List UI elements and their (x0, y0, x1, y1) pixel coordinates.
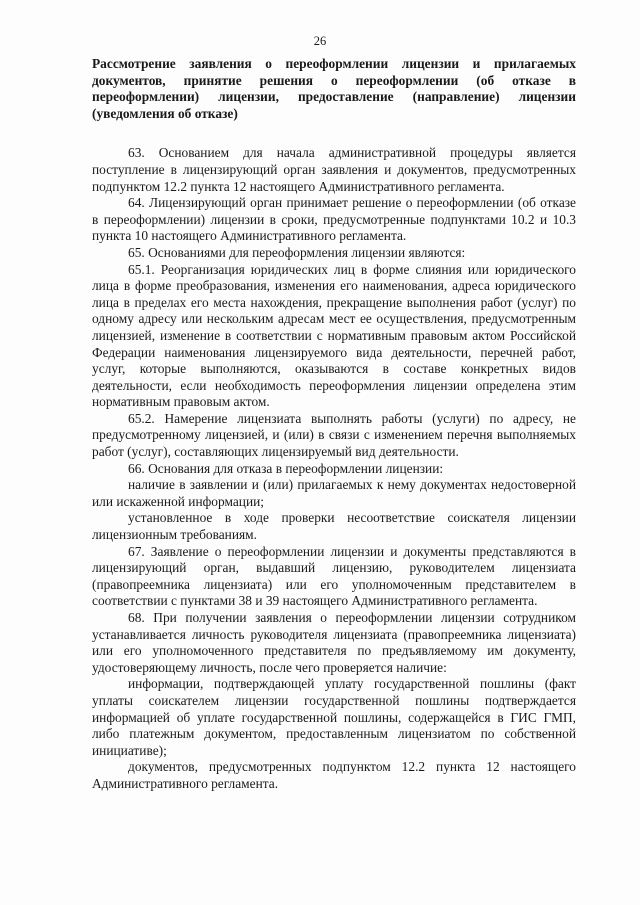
paragraph-64: 64. Лицензирующий орган принимает решение о переоформлении (об отказе в переоформлении) лицензии в сроки, предусмотренные подпунктами 10.2 и 10.3 пункта 10 настоящего Административного регламента. (92, 195, 576, 244)
document-body (92, 56, 576, 793)
paragraph-68: 68. При получении заявления о переоформлении лицензии сотрудником устанавливается личность руководителя лицензиата (правопреемника лицензиата) или его уполномоченного представителя по предъявляемому им документу, удостоверяющему личность, после чего проверяется наличие: (92, 610, 576, 675)
section-heading: Рассмотрение заявления о переоформлении лицензии и прилагаемых документов, принятие решения о переоформлении (об отказе в переоформлении) лицензии, предоставление (направление) лицензии (уведомления об отказе) (92, 56, 576, 121)
paragraph-65: 65. Основаниями для переоформления лицензии являются: (128, 244, 466, 260)
paragraph-68-item-1: информации, подтверждающей уплату государственной пошлины (факт уплаты соискателем лицензии государственной пошлины подтверждается информацией об уплате государственной пошлины, содержащейся в ГИС ГМП, либо платежным документом, предоставленным лицензиатом по собственной инициативе); (92, 676, 576, 758)
paragraph-65-1: 65.1. Реорганизация юридических лиц в форме слияния или юридического лица в форме преобразования, изменения его наименования, адреса юридического лица в пределах его места нахождения, прекращение выполнения работ (услуг) по одному адресу или нескольким адресам мест ее осуществления, предусмотренным лицензией, изменение в соответствии с нормативным правовым актом Российской Федерации наименования лицензируемого вида деятельности, перечней работ, услуг, которые выполняются, оказываются в составе конкретных видов деятельности, если необходимость переоформления лицензии определена этим нормативным правовым актом. (92, 261, 576, 410)
paragraph-67: 67. Заявление о переоформлении лицензии и документы представляются в лицензирующий орган, выдавший лицензию, руководителем лицензиата (правопреемника лицензиата) или его уполномоченным представителем в соответствии с пунктами 38 и 39 настоящего Административного регламента. (92, 543, 576, 609)
paragraph-66-item-1: наличие в заявлении и (или) прилагаемых к нему документах недостоверной или искаженной информации; (92, 477, 576, 509)
page-number: 26 (313, 34, 327, 48)
paragraph-66: 66. Основания для отказа в переоформлении лицензии: (128, 460, 444, 476)
paragraph-66-item-2: установленное в ходе проверки несоответствие соискателя лицензии лицензионным требованиям. (92, 510, 576, 543)
paragraph-68-item-2: документов, предусмотренных подпунктом 12.2 пункта 12 настоящего Административного регламента. (92, 759, 576, 791)
paragraph-63: 63. Основанием для начала административной процедуры является поступление в лицензирующий орган заявления и документов, предусмотренных подпунктом 12.2 пункта 12 настоящего Административного регламента. (92, 145, 576, 194)
paragraph-65-2: 65.2. Намерение лицензиата выполнять работы (услуги) по адресу, не предусмотренному лицензией, и (или) в связи с изменением перечня выполняемых работ (услуг), составляющих лицензируемый вид деятельности. (92, 410, 576, 460)
